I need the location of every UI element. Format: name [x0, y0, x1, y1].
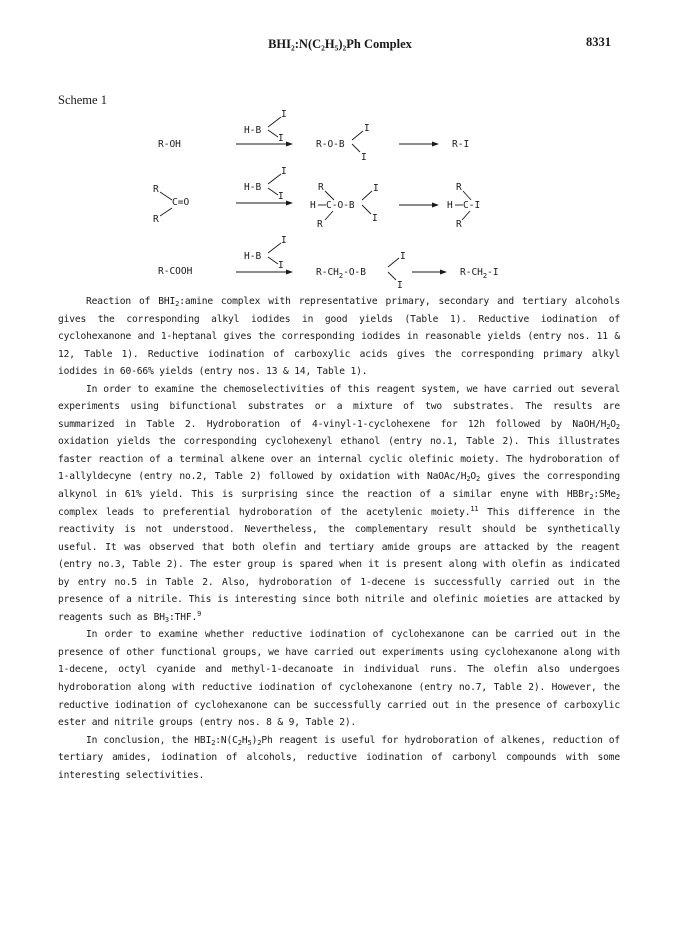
article-body	[58, 293, 620, 784]
substituent-r: R	[318, 182, 324, 193]
iodine-label: I	[278, 260, 284, 271]
reagent-hbi2	[244, 235, 287, 271]
arrow-head	[432, 142, 439, 147]
product-primary-iodide: $R-CH_2-I$	[460, 267, 499, 280]
substituent-r: R	[153, 214, 159, 225]
reaction-scheme	[150, 108, 520, 298]
iodine-label: I	[373, 183, 379, 194]
intermediate-core: C-O-B	[326, 200, 355, 211]
scheme-label: Scheme 1	[58, 93, 107, 107]
arrow-head	[440, 270, 447, 275]
scheme-row-acid	[158, 235, 499, 291]
iodine-label: I	[281, 235, 287, 246]
reagent-label: H-B	[244, 182, 262, 193]
page-number: 8331	[586, 35, 611, 49]
iodine-label: I	[397, 280, 403, 291]
scheme-row-alcohol	[158, 109, 469, 163]
iodine-label: I	[278, 133, 284, 144]
scheme-row-carbonyl	[153, 166, 480, 230]
substituent-r: R	[456, 219, 462, 230]
paragraph-chemoselectivity: In order to examine the chemoselectivities of this reagent system, we have carried out several experiments using bifunctional substrates or a mixture of two substrates. The results are summarized in Table 2. Hydroboration of 4-vinyl-1-cyclohexene for 12h followed by NaOH/$H_2O_2$ oxidation yields the corresponding cyclohexenyl ethanol (entry no.1, Table 2). This illustrates faster reaction of a terminal alkene over an internal cyclic olefinic moiety. The hydroboration of 1-allyldecyne (entry no.2, Table 2) followed by oxidation with NaOAc/$H_2O_2$ gives the corresponding alkynol in 61% yield. This is surprising since the reaction of a similar enyne with HBBr$_2$:SMe$_2$ complex leads to preferential hydroboration of the acetylenic moiety.$^{11}$ This difference in the reactivity is not understood. Nevertheless, the complementary result should be synthetically useful. It was observed that both olefin and tertiary amide groups are attacked by the reagent (entry no.3, Table 2). The ester group is spared when it is present along with olefin as indicated by entry no.5 in Table 2. Also, hydroboration of 1-decene is successfully carried out in the presence of a nitrile. This is interesting since both nitrile and olefinic moieties are attacked by reagents such as $BH_3:THF.^9$	[58, 383, 620, 624]
iodine-label: I	[372, 213, 378, 224]
substrate-alcohol: R-OH	[158, 139, 181, 150]
arrow-head	[286, 201, 293, 206]
arrow-head	[286, 142, 293, 147]
product-alkyl-iodide: R-I	[452, 139, 470, 150]
hydrogen-label: H	[310, 200, 316, 211]
carbonyl-group: C=O	[172, 197, 190, 208]
hydrogen-label: H	[447, 200, 453, 211]
arrow-head	[432, 203, 439, 208]
iodine-label: I	[361, 152, 367, 163]
iodine-label: I	[281, 166, 287, 177]
running-head: BHI₂:N(C₂H₅)₂Ph Complex	[268, 37, 412, 51]
arrow-head	[286, 270, 293, 275]
iodine-label: I	[364, 123, 370, 134]
iodine-label: I	[278, 191, 284, 202]
paragraph-conclusion: In conclusion, the $HBI_2:N(C_2H_5)_2Ph$ reagent is useful for hydroboration of alkenes, reduction of tertiary amides, iodination of alcohols, reductive iodination of carbonyl compounds with some interesting selectivities.	[58, 734, 621, 781]
intermediate-borinate: R-O-B	[316, 139, 345, 150]
paragraph-results-table1: Reaction of $BHI_2:amine$ complex with representative primary, secondary and tertiary alcohols gives the corresponding alkyl iodides in good yields (Table 1). Reductive iodination of cyclohexanone and 1-heptanal gives the corresponding iodides in reasonable yields (entry nos. 11 & 12, Table 1). Reductive iodination of carboxylic acids gives the corresponding primary alkyl iodides in 60-66% yields (entry nos. 13 & 14, Table 1).	[58, 296, 620, 378]
substrate-acid: R-COOH	[158, 266, 193, 277]
reagent-label: H-B	[244, 251, 262, 262]
reagent-hbi2	[244, 109, 287, 144]
iodine-label: I	[281, 109, 287, 120]
substituent-r: R	[317, 219, 323, 230]
reagent-hbi2	[244, 166, 287, 202]
substituent-r: R	[153, 184, 159, 195]
paragraph-competitive-iodination: In order to examine whether reductive iodination of cyclohexanone can be carried out in the presence of other functional groups, we have carried out experiments using cyclohexanone along with 1-decene, octyl cyanide and methyl-1-decanoate in individual runs. The olefin also undergoes hydroboration along with reductive iodination of cyclohexanone (entry no.7, Table 2). However, the reductive iodination of cyclohexanone can be successfully carried out in the presence of carboxylic ester and nitrile groups (entry nos. 8 & 9, Table 2).	[58, 629, 620, 729]
intermediate-acyloxy: $R-CH_2-O-B$	[316, 267, 366, 280]
substituent-r: R	[456, 182, 462, 193]
iodine-label: I	[400, 251, 406, 262]
product-iodide-core: C-I	[463, 200, 481, 211]
reagent-label: H-B	[244, 125, 262, 136]
